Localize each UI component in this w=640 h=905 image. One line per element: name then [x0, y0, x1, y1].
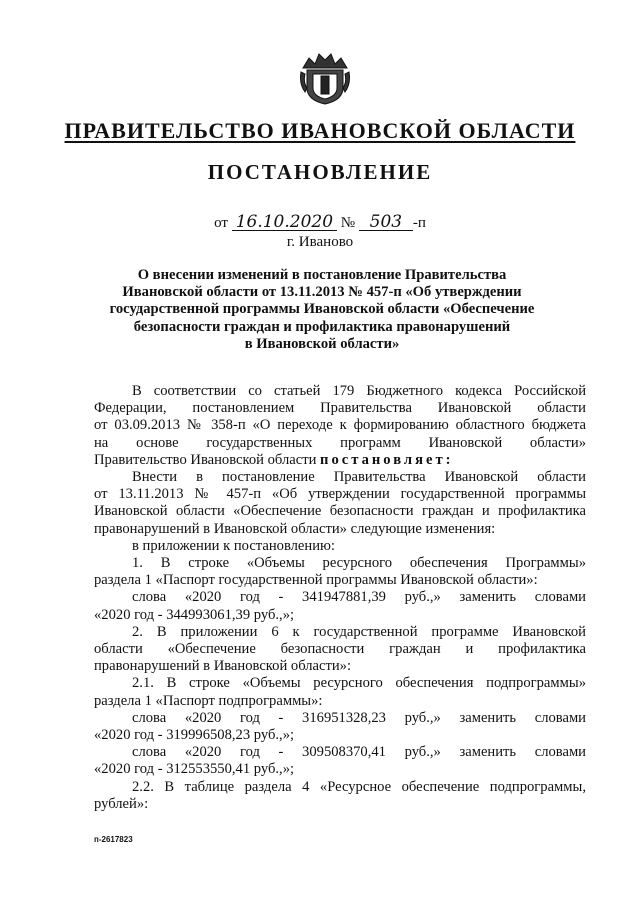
heading-line: государственной программы Ивановской области «Обеспечение: [109, 301, 535, 318]
body-line: правонарушений в Ивановской области»:: [94, 658, 352, 675]
date-prefix: от: [214, 215, 228, 231]
body-line: «2020 год - 319996508,23 руб.,»;: [94, 727, 295, 744]
body-line: Внести в постановление Правительства Ивановской области: [132, 469, 586, 486]
body-line: области «Обеспечение безопасности граждан и профилактика: [94, 641, 586, 658]
resolving-authority: Правительство Ивановской области: [94, 451, 317, 468]
document-number: 503: [359, 214, 413, 231]
body-line: рублей»:: [94, 795, 149, 812]
body-line: В соответствии со статьей 179 Бюджетного кодекса Российской: [132, 383, 586, 399]
heading-line: в Ивановской области»: [244, 335, 400, 352]
body-line: от 03.09.2013 № 358-п «О переходе к формированию областного бюджета: [94, 417, 586, 434]
document-type: ПОСТАНОВЛЕНИЕ: [207, 160, 433, 184]
body-line: слова «2020 год - 341947881,39 руб.,» заменить словами: [132, 589, 586, 606]
body-line: слова «2020 год - 316951328,23 руб.,» заменить словами: [132, 709, 586, 726]
number-suffix: -п: [412, 215, 426, 231]
document-date: 16.10.2020: [232, 214, 337, 231]
document-code: п-2617823: [94, 835, 133, 844]
body-line: 2.1. В строке «Объемы ресурсного обеспечения подпрограммы»: [132, 675, 586, 692]
document-heading: [108, 267, 536, 353]
resolves-word: постановляет:: [320, 451, 454, 468]
body-line: от 13.11.2013 № 457-п «Об утверждении государственной программы: [94, 486, 586, 503]
number-sign: №: [340, 215, 356, 231]
heading-line: Ивановской области от 13.11.2013 № 457-п «Об утверждении: [122, 284, 522, 301]
body-line: правонарушений в Ивановской области» следующие изменения:: [94, 520, 496, 537]
document-body: [94, 383, 586, 813]
body-line: 2. В приложении 6 к государственной программе Ивановской: [132, 623, 586, 640]
heading-line: безопасности граждан и профилактика правонарушений: [133, 318, 511, 335]
body-line: слова «2020 год - 309508370,41 руб.,» заменить словами: [132, 744, 586, 761]
heading-line: О внесении изменений в постановление Правительства: [137, 267, 507, 283]
body-line: 2.2. В таблице раздела 4 «Ресурсное обеспечение подпрограммы,: [132, 778, 586, 795]
city: г. Иваново: [286, 234, 354, 250]
body-line: «2020 год - 312553550,41 руб.,»;: [94, 761, 295, 778]
body-line: 1. В строке «Объемы ресурсного обеспечения Программы»: [132, 555, 586, 572]
body-line: на основе государственных программ Ивановской области»: [94, 434, 586, 451]
coat-of-arms-icon: [299, 48, 351, 106]
body-line: в приложении к постановлению:: [132, 537, 335, 554]
body-line: раздела 1 «Паспорт подпрограммы»:: [94, 692, 323, 709]
government-title: ПРАВИТЕЛЬСТВО ИВАНОВСКОЙ ОБЛАСТИ: [64, 118, 576, 143]
body-line: раздела 1 «Паспорт государственной программы Ивановской области»:: [94, 572, 538, 589]
body-line: Ивановской области «Обеспечение безопасности граждан и профилактика: [94, 503, 586, 520]
body-line: «2020 год - 344993061,39 руб.,»;: [94, 606, 295, 623]
body-line: [94, 452, 586, 469]
date-number-line: [0, 214, 640, 232]
body-line: Федерации, постановлением Правительства Ивановской области: [94, 400, 586, 417]
